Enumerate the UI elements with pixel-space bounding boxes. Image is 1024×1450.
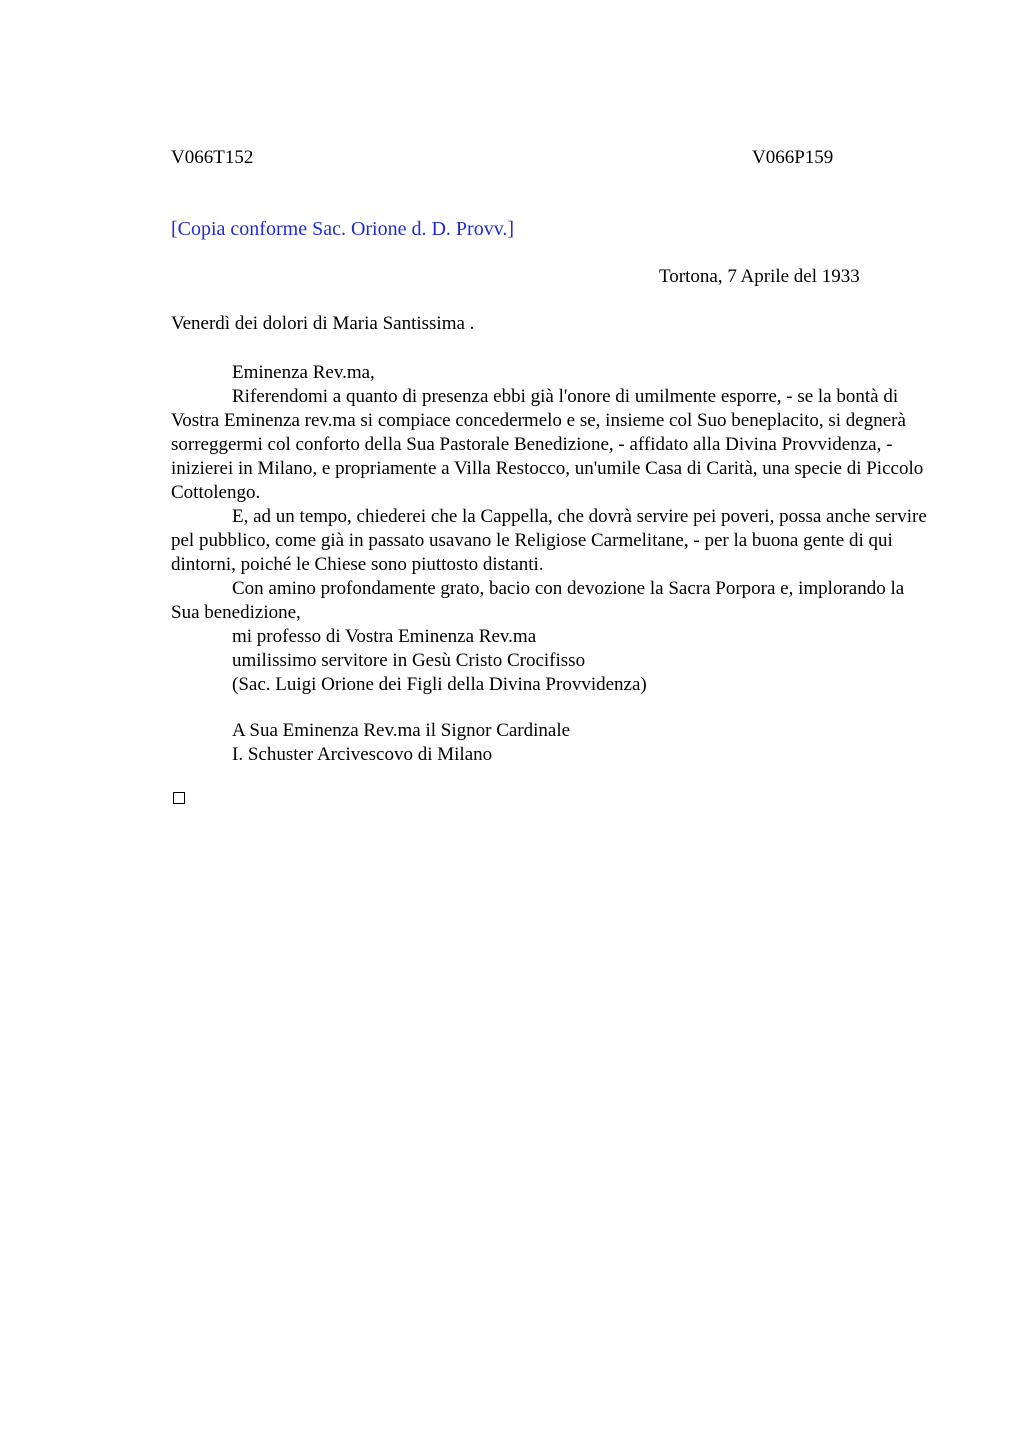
document-code-right: V066P159 [752, 147, 834, 168]
spacer [171, 697, 931, 719]
addressee-line: I. Schuster Arcivescovo di Milano [232, 744, 493, 765]
occasion-line: Venerdì dei dolori di Maria Santissima . [171, 313, 475, 334]
letter-paragraph: Riferendomi a quanto di presenza ebbi già l'onore di umilmente esporre, - se la bontà di Vostra Eminenza rev.ma si compiace concedermelo e se, insieme col Suo beneplacito, si degnerà sorreggermi col conforto della Sua Pastorale Benedizione, - affidato alla Divina Provvidenza, - inizierei in Milano, e propriamente a Villa Restocco, un'umile Casa di Carità, una specie di Piccolo Cottolengo. [171, 386, 924, 503]
salutation: Eminenza Rev.ma, [232, 362, 375, 383]
document-code-left: V066T152 [171, 147, 254, 168]
closing-line: mi professo di Vostra Eminenza Rev.ma [232, 626, 537, 647]
letter-body [171, 361, 931, 767]
letter-paragraph: E, ad un tempo, chiederei che la Cappella, che dovrà servire pei poveri, possa anche servire pel pubblico, come già in passato usavano le Religiose Carmelitane, - per la buona gente di qui dintorni, poiché le Chiese sono piuttosto distanti. [171, 506, 927, 575]
signature-line: (Sac. Luigi Orione dei Figli della Divina Provvidenza) [232, 674, 647, 695]
copy-note: [Copia conforme Sac. Orione d. D. Provv.] [171, 218, 515, 240]
end-box-symbol [173, 792, 185, 804]
letter-paragraph: Con amino profondamente grato, bacio con devozione la Sacra Porpora e, implorando la Sua benedizione, [171, 578, 905, 623]
addressee-line: A Sua Eminenza Rev.ma il Signor Cardinale [232, 720, 571, 741]
closing-line: umilissimo servitore in Gesù Cristo Crocifisso [232, 650, 586, 671]
place-date: Tortona, 7 Aprile del 1933 [659, 266, 860, 287]
